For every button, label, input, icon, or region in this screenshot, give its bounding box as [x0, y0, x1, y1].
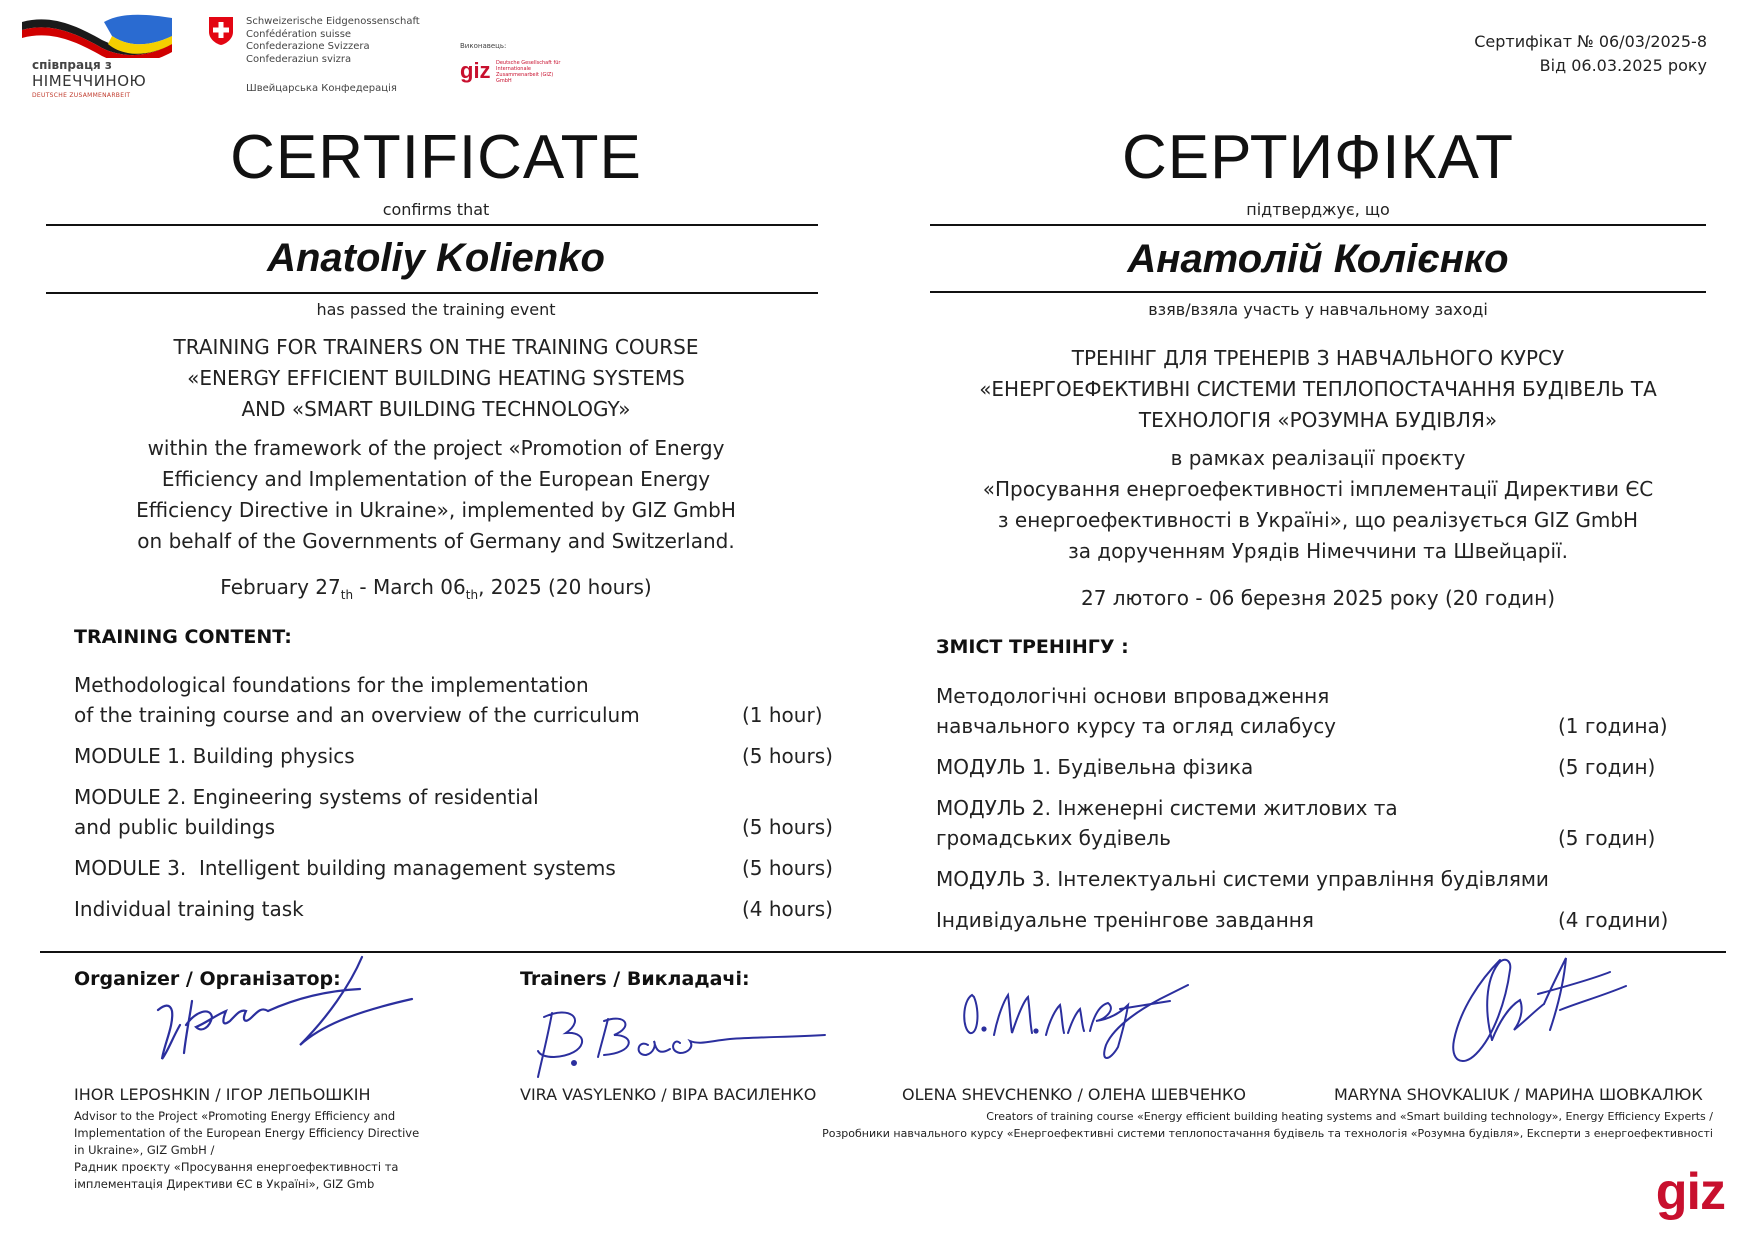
swiss-confederation-logo [208, 14, 428, 98]
content-item-ua [936, 793, 1696, 853]
item-hours: (4 hours) [742, 897, 833, 921]
item-text: громадських будівель [936, 826, 1171, 850]
content-item-en [74, 741, 834, 771]
description-line: Advisor to the Project «Promoting Energy Efficiency and [74, 1109, 396, 1123]
content-item-ua [936, 752, 1696, 782]
item-text: Methodological foundations for the implementation [74, 673, 589, 697]
item-hours: (5 hours) [742, 815, 833, 839]
item-text: МОДУЛЬ 2. Інженерні системи житлових та [936, 796, 1398, 820]
signature-shovkaliuk-image [1440, 950, 1640, 1080]
swiss-line: Confédération suisse [246, 28, 352, 40]
organizer-heading: Organizer / Організатор: [74, 968, 341, 990]
content-heading-ua: ЗМІСТ ТРЕНІНГУ : [936, 636, 1129, 658]
signatory-name: MARYNA SHOVKALIUK / МАРИНА ШОВКАЛЮК [1334, 1085, 1703, 1104]
framework-en [46, 433, 826, 557]
content-item-ua [936, 905, 1696, 935]
item-text: Individual training task [74, 897, 304, 921]
framework-line: в рамках реалізації проєкту [1170, 446, 1466, 470]
dates-ua: 27 лютого - 06 березня 2025 року (20 годин) [1080, 586, 1556, 610]
signature-leposhkin-image [150, 955, 420, 1075]
item-text: and public buildings [74, 815, 276, 839]
signature-vasylenko-image [530, 1005, 830, 1080]
rule-bottom-ua [930, 291, 1706, 293]
item-text: МОДУЛЬ 1. Будівельна фізика [936, 755, 1254, 779]
item-text: MODULE 1. Building physics [74, 744, 355, 768]
dates-en [46, 572, 826, 611]
event-ua [928, 343, 1708, 436]
content-item-en [74, 670, 834, 730]
date-part: , 2025 (20 hours) [478, 575, 652, 599]
event-line: «ENERGY EFFICIENT BUILDING HEATING SYSTEMS [187, 366, 685, 390]
item-text: Методологічні основи впровадження [936, 684, 1330, 708]
swiss-line: Schweizerische Eidgenossenschaft [246, 16, 420, 27]
item-text: МОДУЛЬ 3. Інтелектуальні системи управління будівлями [936, 867, 1549, 891]
germany-logo-line2: НІМЕЧЧИНОЮ [32, 72, 147, 90]
date-suffix: th [465, 588, 479, 602]
framework-line: Efficiency Directive in Ukraine», implemented by GIZ GmbH [136, 498, 736, 522]
signatory-name: OLENA SHEVCHENKO / ОЛЕНА ШЕВЧЕНКО [902, 1085, 1246, 1104]
germany-logo-line1: співпраця з [32, 58, 112, 72]
content-item-ua [936, 681, 1696, 741]
event-line: AND «SMART BUILDING TECHNOLOGY» [241, 397, 631, 421]
content-item-en [74, 853, 834, 883]
item-hours: (4 години) [1558, 908, 1669, 932]
item-hours: (1 година) [1558, 714, 1668, 738]
germany-logo-line3: DEUTSCHE ZUSAMMENARBEIT [32, 92, 131, 99]
item-hours: (5 годин) [1558, 755, 1656, 779]
framework-line: on behalf of the Governments of Germany and Switzerland. [137, 529, 735, 553]
swiss-line: Confederazione Svizzera [246, 41, 370, 52]
description-line: Implementation of the European Energy Efficiency Directive [74, 1126, 420, 1140]
event-line: ТРЕНІНГ ДЛЯ ТРЕНЕРІВ З НАВЧАЛЬНОГО КУРСУ [1071, 346, 1565, 370]
swiss-line: Confederaziun svizra [246, 53, 352, 65]
framework-line: «Просування енергоефективності імплементації Директиви ЄС [982, 477, 1654, 501]
item-hours: (5 hours) [742, 744, 833, 768]
giz-footer-logo: giz [1655, 1163, 1725, 1221]
event-line: «ЕНЕРГОЕФЕКТИВНІ СИСТЕМИ ТЕПЛОПОСТАЧАННЯ БУДІВЕЛЬ ТА [979, 377, 1657, 401]
date-part: February 27 [220, 575, 341, 599]
item-hours: (5 годин) [1558, 826, 1656, 850]
description-line: імплементація Директиви ЄС в Україні», GIZ Gmb [74, 1177, 375, 1191]
trainers-heading: Trainers / Викладачі: [520, 968, 750, 990]
certificate-number [1474, 30, 1707, 78]
event-en [46, 332, 826, 425]
giz-small-mark: giz [460, 58, 491, 83]
date-suffix: th [340, 588, 354, 602]
event-line: ТЕХНОЛОГІЯ «РОЗУМНА БУДІВЛЯ» [1138, 408, 1498, 432]
content-item-en [74, 894, 834, 924]
description-line: Радник проєкту «Просування енергоефективності та [74, 1160, 399, 1174]
confirms-en: confirms that [382, 200, 490, 219]
framework-ua [928, 443, 1708, 567]
framework-line: за дорученням Урядів Німеччини та Швейцарії. [1068, 539, 1568, 563]
flag-ribbon-icon [22, 14, 172, 58]
description-line: Розробники навчального курсу «Енергоефективні системи теплопостачання будівель та технологія «Розумна будівля», Експерти з енергоефективності [822, 1127, 1713, 1140]
signatory-name: IHOR LEPOSHKIN / ІГОР ЛЕПЬОШКІН [74, 1085, 371, 1104]
description-line: Creators of training course «Energy efficient building heating systems and «Smart building technology», Energy Efficiency Experts / [986, 1110, 1713, 1123]
signature-shevchenko-image [960, 975, 1200, 1070]
item-text: Індивідуальне тренінгове завдання [936, 908, 1314, 932]
framework-line: з енергоефективності в Україні», що реалізується GIZ GmbH [997, 508, 1639, 532]
content-item-ua [936, 864, 1696, 894]
content-heading-en: TRAINING CONTENT: [74, 626, 292, 648]
trainers-description [713, 1108, 1713, 1142]
item-text: MODULE 3. Intelligent building management systems [74, 856, 616, 880]
description-line: in Ukraine», GIZ GmbH / [74, 1143, 215, 1157]
rule-top-en [46, 224, 818, 226]
date-part: - March 06 [353, 575, 466, 599]
framework-line: Efficiency and Implementation of the European Energy [161, 467, 711, 491]
giz-small-logo [460, 42, 570, 86]
item-hours: (5 hours) [742, 856, 833, 880]
signatory-name: VIRA VASYLENKO / ВІРА ВАСИЛЕНКО [520, 1085, 817, 1104]
recipient-name-ua: Анатолій Колієнко [1127, 237, 1509, 281]
title-en: CERTIFICATE [230, 123, 642, 192]
organizer-description [74, 1108, 454, 1193]
item-hours: (1 hour) [742, 703, 823, 727]
recipient-name-en: Anatoliy Kolienko [267, 236, 605, 280]
framework-line: within the framework of the project «Promotion of Energy [147, 436, 725, 460]
item-text: of the training course and an overview of the curriculum [74, 703, 640, 727]
certificate-date-line: Від 06.03.2025 року [1539, 56, 1707, 75]
rule-top-ua [930, 224, 1706, 226]
germany-cooperation-logo [22, 14, 172, 98]
passed-ua: взяв/взяла участь у навчальному заході [1148, 300, 1488, 319]
item-text: навчального курсу та огляд силабусу [936, 714, 1337, 738]
event-line: TRAINING FOR TRAINERS ON THE TRAINING COURSE [173, 335, 699, 359]
rule-bottom-en [46, 292, 818, 294]
item-text: MODULE 2. Engineering systems of residential [74, 785, 539, 809]
implementer-label: Виконавець: [460, 42, 507, 50]
certificate-number-line: Сертифікат № 06/03/2025-8 [1474, 32, 1707, 51]
content-item-en [74, 782, 834, 842]
swiss-shield-icon [208, 16, 234, 46]
passed-en: has passed the training event [316, 300, 556, 319]
giz-small-sub: Deutsche Gesellschaft für Internationale Zusammenarbeit (GIZ) GmbH [496, 60, 561, 84]
confirms-ua: підтверджує, що [1246, 200, 1390, 219]
swiss-ua-line: Швейцарська Конфедерація [246, 83, 397, 94]
title-ua: СЕРТИФІКАТ [1122, 123, 1514, 192]
